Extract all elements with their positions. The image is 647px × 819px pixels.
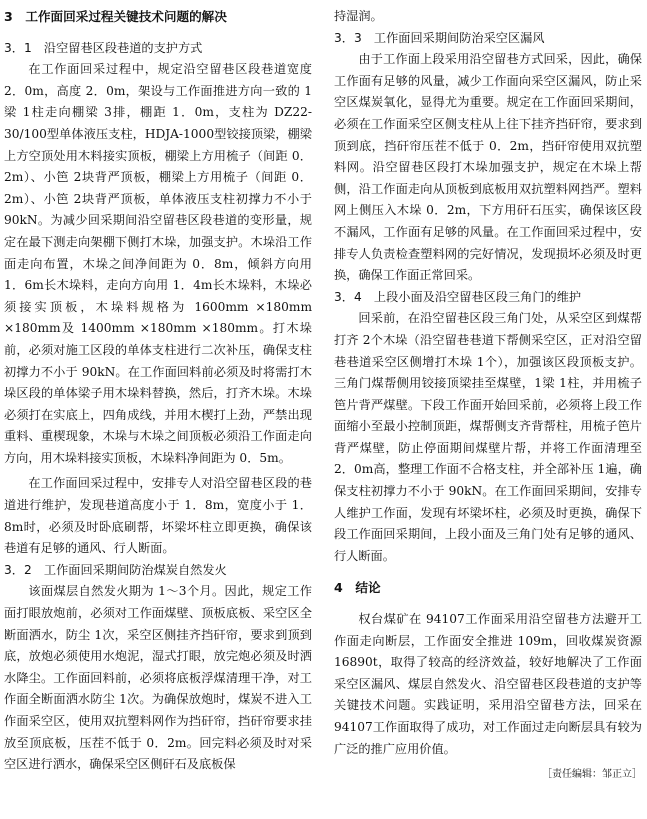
subsection-3-1-title: 3．1 沿空留巷区段巷道的支护方式 [4,40,203,55]
subsection-3-2-title: 3．2 工作面回采期间防治煤炭自然发火 [4,562,227,577]
section-4-title: 4 结论 [334,580,381,596]
paragraph-3-4: 回采前，在沿空留巷区段三角门处，从采空区到煤帮打齐 2个木垛（沿空留巷巷道下帮侧采空区，正对沿空留巷巷道采空区侧增打木垛 1个），加强该区段顶板支护。三角门煤帮侧用铰接顶梁挂至煤壁，1梁 1柱，并用梳子笆片背严煤壁。下段工作面开始回采前，必须将上段工作面缩小至最小控制顶距，煤帮侧支齐背帮柱，用梳子笆片背严煤壁，防止停面期间煤壁片帮，并将工作面清理至 2．0m高，整理工作面不合格支柱，并全部补压 1遍，确保支柱初撑力不小于 90kN。在工作面回采期间，安排专人维护工作面，发现有坏梁坏柱，必须及时更换，确保下段工作面回采期间，上段小面及三角门处有足够的通风、行人断面。 [334,311,642,563]
paragraph-3-2-continued: 持湿润。 [334,9,383,23]
paragraph-3-2: 该面煤层自然发火期为 1～3个月。因此，规定工作面打眼放炮前，必须对工作面煤壁、顶板底板、采空区全断面洒水，防尘 1次，采空区侧挂齐挡矸帘，要求到顶到底，放炮必须使用水炮泥，湿式打眼，放完炮必须及时洒水降尘。工作面回料前，必须将底板浮煤清理干净，对工作面全断面洒水防尘 1次。为确保放炮时，煤炭不进入工作面采空区，使用双抗塑料网作为挡矸帘，挡矸帘要求挂放至顶底板，压茬不低于 0．2m。回完料必须及时对采空区进行洒水，确保采空区侧矸石及底板保 [4,584,312,772]
right-column [334,6,642,786]
paragraph-3-3: 由于工作面上段采用沿空留巷方式回采，因此，确保工作面有足够的风量，减少工作面向采空区漏风，防止采空区煤炭氧化，显得尤为重要。规定在工作面回采期间，必须在工作面采空区侧支柱从上往下挂齐挡矸帘，要求到顶到底，挡矸帘压茬不低于 0．2m，挡矸帘使用双抗塑料网。沿空留巷区段打木垛加强支护，规定在木垛上帮侧，沿工作面走向从顶板到底板用双抗塑料网挡严。塑料网上侧压入木垛 0．2m，下方用矸石压实，确保该区段不漏风，工作面有足够的风量。在工作面回采过程中，安排专人负责检查塑料网的完好情况，发现损坏必须及时更换，确保工作面正常回采。 [334,52,642,283]
paragraph-conclusion: 权台煤矿在 94107工作面采用沿空留巷方法避开工作面走向断层，工作面安全推进 109m，回收煤炭资源 16890t，取得了较高的经济效益，较好地解决了工作面采空区漏风、煤层自然发火、沿空留巷区段巷道的支护等关键技术问题。实践证明，采用沿空留巷方法，回采在 94107工作面取得了成功，对工作面过走向断层具有较为广泛的推广应用价值。 [334,612,642,756]
paragraph-3-1-a: 在工作面回采过程中，规定沿空留巷区段巷道宽度 2．0m，高度 2．0m，架设与工作面推进方向一致的 1梁 1柱走向棚梁 3排，棚距 1．0m，支柱为 DZ22-30/100型单体液压支柱，HDJA-1000型铰接顶梁，棚梁上方空顶处用木料接实顶板，棚梁上方用梳子（间距 0．2m）、小笆 2块背严顶板，棚梁上方用梳子（间距 0．2m）、小笆 2块背严顶板，单体液压支柱初撑力不小于 90kN。为减少回采期间沿空留巷区段巷道的变形量，规定在最下测走向架棚下侧打木垛，加强支护。木垛沿工作面走向布置，木垛之间净间距为 0．8m，倾斜方向用 1．6m长木垛料，走向方向用 1．4m长木垛料，木垛必须接实顶板，木垛料规格为 1600mm ×180mm ×180mm及 1400mm ×180mm ×180mm。打木垛前，必须对施工区段的单体支柱进行二次补压，确保支柱初撑力不小于 90kN。在工作面回料前必须及时将需打木垛区段的单体梁子用木垛料替换，然后，打齐木垛。木垛必须打在实底上，四角成线，并用木楔打上劲，严禁出现重料、重楔现象，木垛与木垛之间顶板必须沿工作面走向方向，用木垛料接实顶板，木垛料净间距为 0．5m。 [4,62,312,465]
paragraph-3-1-b: 在工作面回采过程中，安排专人对沿空留巷区段的巷道进行维护，发现巷道高度小于 1．8m，宽度小于 1．8m时，必须及时卧底刷帮，坏梁坏柱立即更换，确保该巷道有足够的通风、行人断面。 [4,476,312,556]
editor-note: ［责任编辑：邹正立］ [542,769,642,781]
subsection-3-3-title: 3．3 工作面回采期间防治采空区漏风 [334,30,545,45]
left-column [4,6,312,776]
section-3-title: 3 工作面回采过程关键技术问题的解决 [4,9,227,24]
subsection-3-4-title: 3．4 上段小面及沿空留巷区段三角门的维护 [334,289,582,304]
